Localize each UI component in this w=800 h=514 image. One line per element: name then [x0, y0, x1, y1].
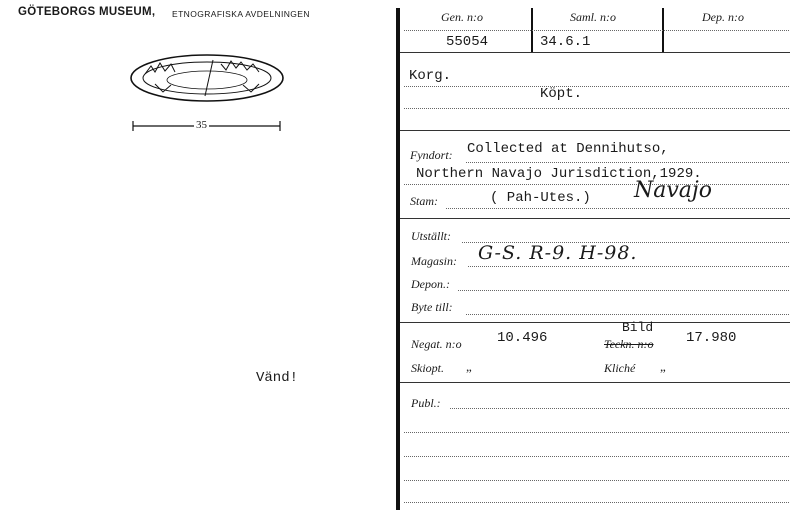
negat-value: 10.496: [497, 330, 548, 346]
publ-line-1: [450, 408, 789, 409]
byte-label: Byte till:: [411, 300, 453, 314]
byte-line: [466, 314, 789, 315]
stam-label: Stam:: [410, 194, 438, 208]
fyndort-label: Fyndort:: [410, 148, 453, 162]
turn-over-note: Vänd!: [256, 370, 299, 386]
department-name: ETNOGRAFISKA AVDELNINGEN: [172, 9, 310, 19]
skiopt-label: Skiopt.: [411, 361, 444, 375]
gen-number-value: 55054: [446, 34, 489, 50]
acquisition-note: Köpt.: [540, 86, 583, 102]
publ-label: Publ.:: [411, 396, 441, 410]
publ-line-2: [404, 432, 789, 433]
magasin-line: [468, 266, 789, 267]
fyndort-line: [466, 162, 789, 163]
header-bottom-rule: [400, 52, 790, 53]
utstallt-label: Utställt:: [411, 229, 452, 243]
publ-line-4: [404, 480, 789, 481]
kliche-ditto: „: [660, 359, 666, 374]
negat-label: Negat. n:o: [411, 337, 462, 351]
saml-number-label: Saml. n:o: [570, 10, 616, 24]
magasin-value: G-S. R-9. H-98.: [478, 242, 638, 264]
object-name: Korg.: [409, 68, 452, 84]
card-left-border: [396, 8, 400, 510]
fyndort-line1: Collected at Dennihutso,: [467, 141, 669, 157]
publ-line-5: [404, 502, 789, 503]
gen-number-label: Gen. n:o: [441, 10, 483, 24]
depon-label: Depon.:: [411, 277, 450, 291]
magasin-label: Magasin:: [411, 254, 457, 268]
fyndort-line2: Northern Navajo Jurisdiction,1929.: [416, 166, 702, 182]
stam-typed: ( Pah-Utes.): [490, 190, 591, 206]
depon-line: [458, 290, 789, 291]
object-bottom-rule: [400, 130, 790, 131]
teckn-label: Teckn. n:o: [604, 337, 654, 351]
teckn-value: 17.980: [686, 330, 737, 346]
skiopt-ditto: „: [466, 359, 472, 374]
fyndort-line-2: [404, 184, 789, 185]
stam-line: [446, 208, 789, 209]
publ-line-3: [404, 456, 789, 457]
object-line-2: [404, 108, 789, 109]
scale-label: 35: [196, 119, 207, 131]
negat-bottom-rule: [400, 382, 790, 383]
dep-number-label: Dep. n:o: [702, 10, 744, 24]
object-line-1: [404, 86, 789, 87]
stam-bottom-rule: [400, 218, 790, 219]
fields-bottom-rule: [400, 322, 790, 323]
saml-number-value: 34.6.1: [540, 34, 591, 50]
header-divider: [404, 30, 789, 31]
bild-label: Bild: [622, 320, 654, 335]
museum-name: GÖTEBORGS MUSEUM,: [18, 6, 156, 18]
stam-handwritten: Navajo: [634, 178, 712, 203]
kliche-label: Kliché: [604, 361, 636, 375]
